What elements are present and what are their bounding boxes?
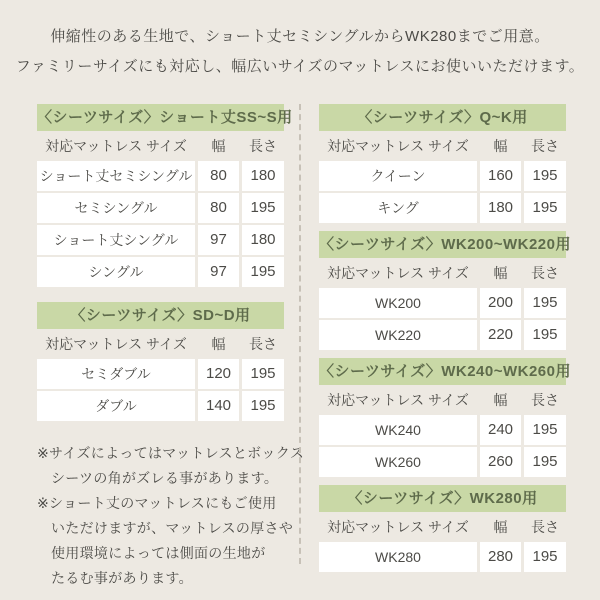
cell-length: 180 [242,225,284,255]
left-column [37,104,305,591]
cell-width: 140 [198,391,239,421]
table-row [37,193,284,223]
cell-mattress-name: WK220 [319,320,477,350]
column-header-mattress-size: 対応マットレス サイズ [45,336,187,352]
cell-mattress-name: ショート丈シングル [37,225,195,255]
cell-length: 195 [524,193,566,223]
cell-width: 180 [480,193,521,223]
table-column-header-row [319,260,566,286]
column-header-width: 幅 [211,336,226,352]
column-header-mattress-size: 対応マットレス サイズ [327,392,469,408]
column-header-width: 幅 [493,265,508,281]
cell-mattress-name: キング [319,193,477,223]
column-header-length: 長さ [531,392,559,408]
cell-mattress-name: セミダブル [37,359,195,389]
table-row [319,447,566,477]
column-header-width: 幅 [493,392,508,408]
cell-length: 195 [524,415,566,445]
cell-width: 220 [480,320,521,350]
table-column-header-row [319,133,566,159]
cell-length: 195 [242,193,284,223]
right-column [319,104,571,591]
table-title: 〈シーツサイズ〉SD~D用 [37,302,284,329]
cell-width: 80 [198,161,239,191]
cell-mattress-name: ダブル [37,391,195,421]
intro-line-2: ファミリーサイズにも対応し、幅広いサイズのマットレスにお使いいただけます。 [15,58,585,75]
table-title: 〈シーツサイズ〉Q~K用 [319,104,566,131]
table-row [319,320,566,350]
cell-length: 195 [524,161,566,191]
table-column-header-row [37,331,284,357]
cell-length: 195 [524,447,566,477]
cell-length: 195 [524,320,566,350]
size-table-wk240-wk260 [319,358,571,477]
table-row [319,542,566,572]
cell-width: 120 [198,359,239,389]
cell-length: 195 [524,288,566,318]
column-header-length: 長さ [531,265,559,281]
cell-width: 280 [480,542,521,572]
table-column-header-row [37,133,284,159]
note-item [37,491,294,591]
table-title: 〈シーツサイズ〉WK200~WK220用 [319,231,566,258]
column-header-width: 幅 [211,138,226,154]
column-header-length: 長さ [531,519,559,535]
table-row [37,161,284,191]
table-row [37,257,284,287]
intro-line-1: 伸縮性のある生地で、ショート丈セミシングルからWK280までご用意。 [50,28,550,45]
cell-mattress-name: WK200 [319,288,477,318]
cell-mattress-name: WK240 [319,415,477,445]
table-title: 〈シーツサイズ〉WK280用 [319,485,566,512]
cell-length: 195 [242,359,284,389]
notes [37,441,305,591]
cell-mattress-name: セミシングル [37,193,195,223]
column-header-width: 幅 [493,138,508,154]
table-row [319,288,566,318]
cell-length: 180 [242,161,284,191]
note-line: ※サイズによってはマットレスとボックス [37,445,305,461]
cell-width: 240 [480,415,521,445]
cell-length: 195 [242,391,284,421]
size-table-q-k [319,104,566,223]
cell-length: 195 [242,257,284,287]
note-line: シーツの角がズレる事があります。 [51,470,279,486]
cell-width: 200 [480,288,521,318]
intro-text [0,0,600,82]
cell-width: 97 [198,225,239,255]
note-item [37,441,305,491]
cell-width: 97 [198,257,239,287]
cell-width: 260 [480,447,521,477]
size-table-sd-d [37,302,284,421]
size-table-wk280 [319,485,566,572]
column-header-mattress-size: 対応マットレス サイズ [45,138,187,154]
cell-width: 80 [198,193,239,223]
cell-mattress-name: シングル [37,257,195,287]
table-title: 〈シーツサイズ〉ショート丈SS~S用 [37,104,284,131]
table-row [37,225,284,255]
size-table-wk200-wk220 [319,231,571,350]
note-line: いただけますが、マットレスの厚さや [51,520,294,536]
cell-mattress-name: WK260 [319,447,477,477]
table-row [37,359,284,389]
table-column-header-row [319,387,566,413]
note-line: 使用環境によっては側面の生地が [51,545,266,561]
cell-width: 160 [480,161,521,191]
size-tables-area [0,104,600,591]
size-table-short-ss-s [37,104,293,287]
column-header-length: 長さ [531,138,559,154]
cell-mattress-name: クイーン [319,161,477,191]
note-line: たるむ事があります。 [51,570,193,586]
column-header-mattress-size: 対応マットレス サイズ [327,138,469,154]
column-header-mattress-size: 対応マットレス サイズ [327,519,469,535]
note-line: ※ショート丈のマットレスにもご使用 [37,495,277,511]
column-header-width: 幅 [493,519,508,535]
column-header-mattress-size: 対応マットレス サイズ [327,265,469,281]
table-column-header-row [319,514,566,540]
vertical-dashed-divider [299,104,301,564]
column-header-length: 長さ [249,336,277,352]
cell-mattress-name: WK280 [319,542,477,572]
table-row [319,193,566,223]
table-title: 〈シーツサイズ〉WK240~WK260用 [319,358,566,385]
table-row [37,391,284,421]
table-row [319,415,566,445]
table-row [319,161,566,191]
cell-length: 195 [524,542,566,572]
cell-mattress-name: ショート丈セミシングル [37,161,195,191]
column-header-length: 長さ [249,138,277,154]
